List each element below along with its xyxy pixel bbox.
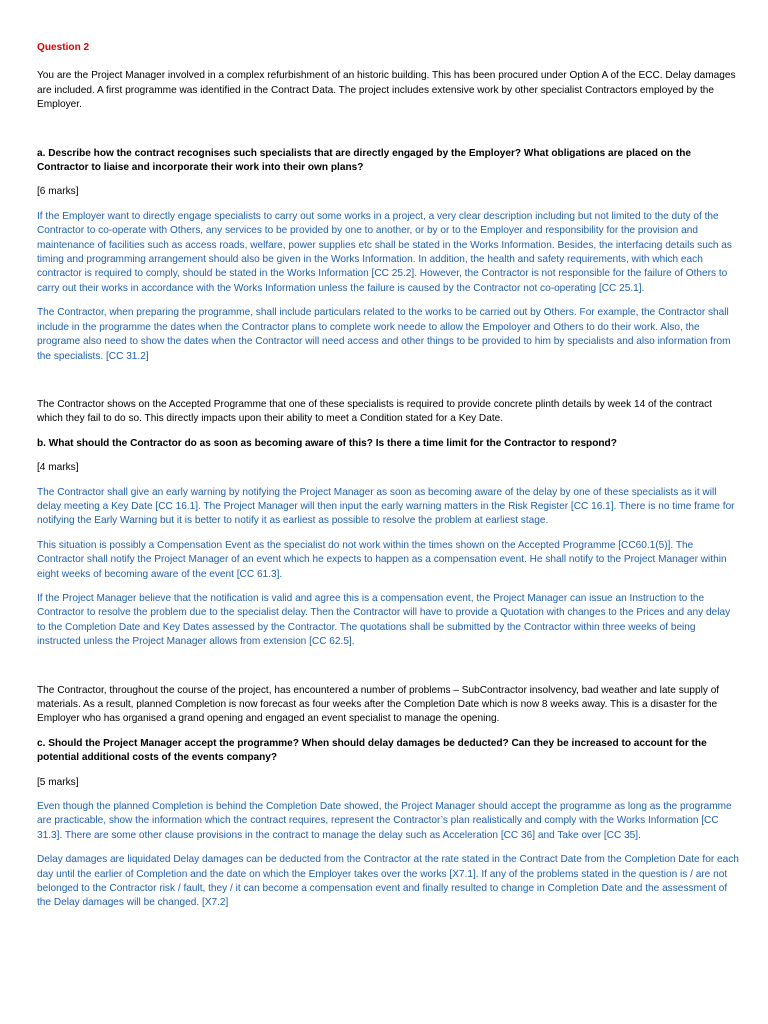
answer-b-3: If the Project Manager believe that the notification is valid and agree this is a compensation event, the Project Manager can issue an Instruction to the Contractor to resolve the problem due to the specialist delay. Then the Contractor will have to provide a Quotation with changes to the Prices and any delay to the Completion Date and Key Dates assessed by the Contractor. The quotations shall be submitted by the Contractor within three weeks of being instructed unless the Project Manager allows from extension [CC 62.5]. [37, 592, 731, 648]
question-a: a. Describe how the contract recognises such specialists that are directly engaged by the Employer? What obligations are placed on the Contractor to liaise and incorporate their work into their own plans? [37, 147, 692, 174]
marks-a: [6 marks] [37, 186, 79, 198]
question-title: Question 2 [37, 42, 90, 53]
scenario-c: The Contractor, throughout the course of the project, has encountered a number of problems – SubContractor insolvency, bad weather and late supply of materials. As a result, planned Completion is now forecast as four weeks after the Completion Date which is now 8 weeks away. This is a disaster for the Employer who has organised a grand opening and engaged an event specialist to manage the opening. [37, 684, 720, 725]
marks-c: [5 marks] [37, 776, 79, 788]
answer-b-1: The Contractor shall give an early warning by notifying the Project Manager as soon as becoming aware of the delay by one of these specialists as it will delay meeting a Key Date [CC 16.1]. The Project Manager will then input the early warning matters in the Risk Register [CC 16.1]. There is no time frame for notifying the Early Warning but it is better to notify it as earliest as possible to resolve the problem at earliest stage. [37, 486, 735, 527]
answer-b-2: This situation is possibly a Compensation Event as the specialist do not work within the times shown on the Accepted Programme [CC60.1(5)]. The Contractor shall notify the Project Manager of an event which he expects to happen as a compensation event. He shall notify to the Project Manager within eight weeks of becoming aware of the event [CC 61.3]. [37, 539, 727, 580]
answer-c-2: Delay damages are liquidated Delay damages can be deducted from the Contractor at the rate stated in the Contract Date from the Completion Date for each day until the earlier of Completion and the date on which the Employer takes over the works [X7.1]. If any of the problems stated in the question is / are not belonged to the Contractor risk / fault, they / it can become a compensation event and finally resulted to change in Completion Date and the assessment of the Delay damages will be changed. [X7.2] [37, 854, 739, 909]
marks-b: [4 marks] [37, 462, 79, 474]
scenario-b: The Contractor shows on the Accepted Programme that one of these specialists is required to provide concrete plinth details by week 14 of the contract which they fail to do so. This directly impacts upon their ability to meet a Condition stated for a Key Date. [37, 398, 712, 425]
question-c: c. Should the Project Manager accept the programme? When should delay damages be deducted? Can they be increased to account for the potential additional costs of the events company? [37, 737, 707, 764]
question-b: b. What should the Contractor do as soon as becoming aware of this? Is there a time limit for the Contractor to respond? [37, 437, 617, 449]
answer-a-2: The Contractor, when preparing the programme, shall include particulars related to the works to be carried out by Others. For example, the Contractor shall include in the programme the dates when the Contractor plans to complete work neede to allow the Empoloyer and Others to do their work. Also, the programe also need to show the dates when the Contractor will need access and other things to be provided to him by specialists and also information from the specialists. [CC 31.2] [37, 307, 731, 362]
answer-c-1: Even though the planned Completion is behind the Completion Date showed, the Project Manager should accept the programme as long as the programme are practicable, show the information which the contract requires, represent the Contractor’s plan realistically and comply with the Works Information [CC 31.3]. There are some other clause provisions in the contract to manage the delay such as Acceleration [CC 36] and Take over [CC 35]. [37, 801, 732, 841]
intro-paragraph: You are the Project Manager involved in a complex refurbishment of an historic building. This has been procured under Option A of the ECC. Delay damages are included. A first programme was identified in the Contract Data. The project includes extensive work by other specialist Contractors employed by the Employer. [37, 70, 736, 111]
answer-a-1: If the Employer want to directly engage specialists to carry out some works in a project, a very clear description including but not limited to the duty of the Contractor to co-operate with Others, any services to be provided by one to another, or by or to the Employer and responsibility for the provision and maintenance of facilities such as access roads, welfare, power supplies etc shall be stated in the Works Information. Besides, the interfacing details such as timing and programming arrangement should also be given in the Works Information. In addition, the health and safety requirements, with which each contractor is required to comply, should be stated in the Works Information [CC 25.2]. However, the Contractor is not responsible for the failure of Others to carry out their works in accordance with the Works Information unless the failure is caused by the Contractor not co-operating [CC 25.1]. [37, 210, 732, 294]
